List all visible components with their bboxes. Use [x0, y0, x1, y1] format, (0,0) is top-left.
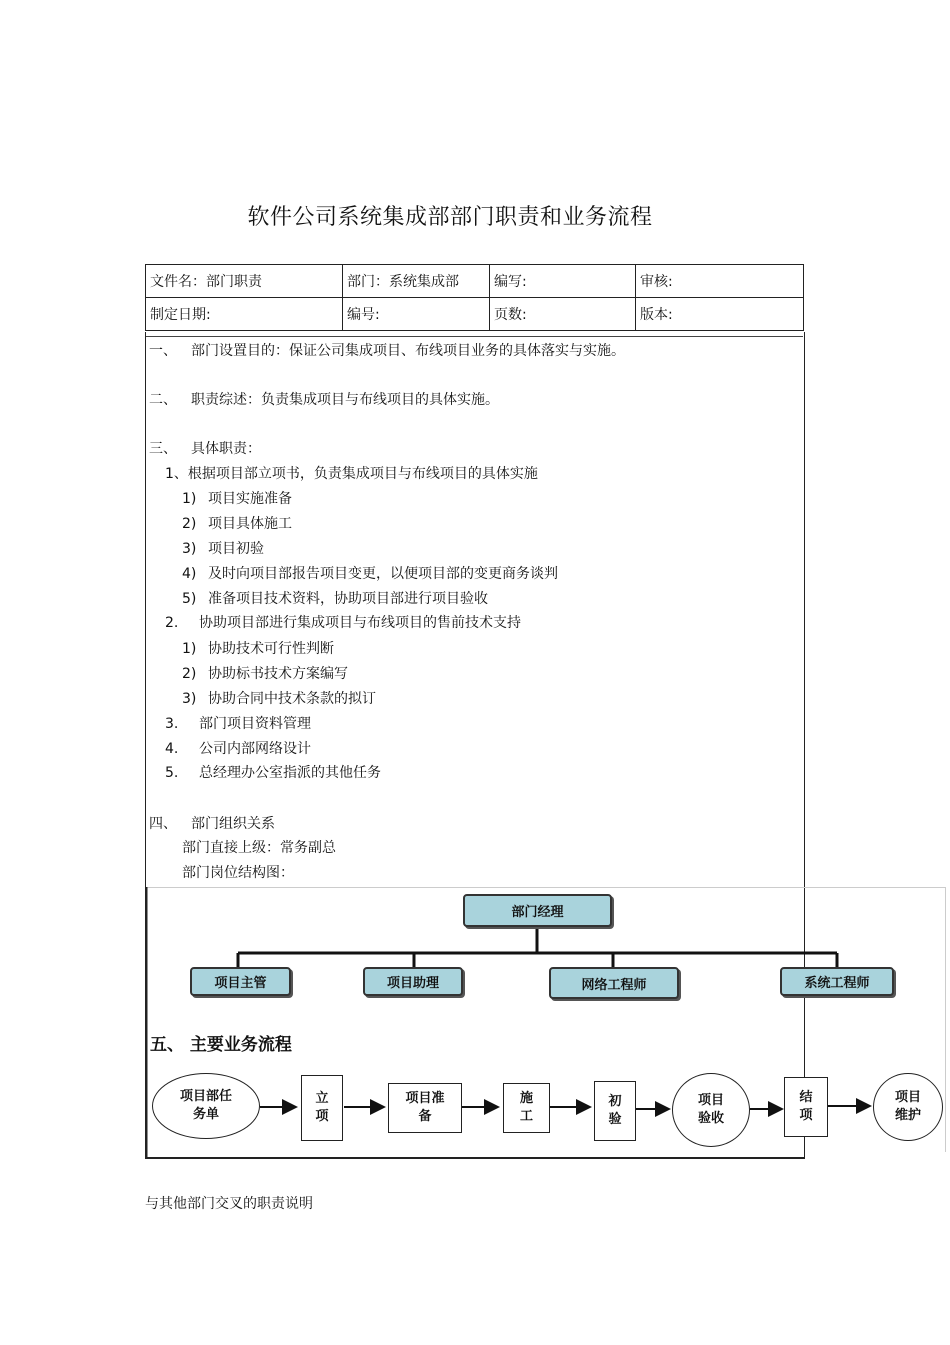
- duty-1-item: [182, 538, 264, 558]
- footer-text: 与其他部门交叉的职责说明: [145, 1196, 313, 1212]
- node-text: 项目: [697, 1093, 724, 1108]
- duty-1-item: [182, 513, 292, 533]
- item-number: 4): [182, 566, 197, 582]
- node-text: 工: [519, 1109, 533, 1124]
- section-number: 二、: [149, 392, 177, 408]
- duty-2-item: [182, 638, 334, 658]
- flow-node-task-order: [152, 1073, 260, 1139]
- node-text: 验收: [697, 1111, 724, 1126]
- reviewer-cell: 审核:: [636, 265, 804, 298]
- item-text: 准备项目技术资料，协助项目部进行项目验收: [208, 591, 488, 607]
- item-number: 4.: [165, 741, 179, 757]
- file-name-cell: 文件名：部门职责: [146, 265, 343, 298]
- flow-node-maintenance: [873, 1073, 943, 1141]
- item-number: 3): [182, 691, 197, 707]
- section-text: 具体职责：: [191, 441, 261, 457]
- org-and-flow-image: [146, 887, 946, 1157]
- duty-1-item: [182, 488, 292, 508]
- node-text: 务单: [192, 1107, 219, 1122]
- node-text: 项: [799, 1108, 813, 1123]
- node-text: 备: [418, 1109, 432, 1124]
- duty-4: [165, 738, 311, 758]
- org-box-manager: 部门经理: [463, 894, 612, 927]
- org-box-project-supervisor: 项目主管: [190, 967, 291, 996]
- duty-2-item: [182, 688, 376, 708]
- item-number: 1): [182, 491, 197, 507]
- node-text: 初: [608, 1094, 622, 1109]
- item-text: 项目具体施工: [208, 516, 292, 532]
- flow-node-preparation: [388, 1083, 462, 1133]
- org-box-project-assistant: 项目助理: [363, 967, 463, 996]
- flow-node-acceptance: [672, 1073, 750, 1147]
- duty-2: [165, 612, 521, 632]
- pages-cell: 页数:: [490, 298, 636, 331]
- duty-1-item: [182, 563, 558, 583]
- department-cell: 部门：系统集成部: [343, 265, 490, 298]
- section-5-heading: 五、 主要业务流程: [150, 1035, 292, 1055]
- node-text: 施: [519, 1091, 533, 1106]
- item-number: 2.: [165, 615, 179, 631]
- item-number: 3.: [165, 716, 179, 732]
- node-text: 项目: [894, 1090, 921, 1105]
- item-text: 协助项目部进行集成项目与布线项目的售前技术支持: [199, 615, 521, 631]
- header-row: [146, 265, 804, 298]
- frame-bottom-border: [145, 1157, 805, 1159]
- duty-1-item: [182, 588, 488, 608]
- duty-3: [165, 713, 311, 733]
- section-2: [149, 389, 499, 409]
- item-text: 协助合同中技术条款的拟订: [208, 691, 376, 707]
- section-number: 一、: [149, 343, 177, 359]
- item-number: 2): [182, 516, 197, 532]
- org-box-system-engineer: 系统工程师: [780, 967, 894, 996]
- node-text: 结: [799, 1090, 813, 1105]
- section-text: 部门组织关系: [191, 816, 275, 832]
- org-box-network-engineer: 网络工程师: [549, 967, 679, 999]
- node-text: 项目准: [405, 1091, 445, 1106]
- header-table: [145, 264, 804, 331]
- item-text: 及时向项目部报告项目变更，以便项目部的变更商务谈判: [208, 566, 558, 582]
- item-text: 协助标书技术方案编写: [208, 666, 348, 682]
- flow-node-closing: [784, 1077, 828, 1137]
- item-text: 总经理办公室指派的其他任务: [199, 765, 381, 781]
- item-text: 公司内部网络设计: [199, 741, 311, 757]
- structure-chart-label: 部门岗位结构图：: [182, 865, 294, 881]
- document-title: 软件公司系统集成部部门职责和业务流程: [247, 205, 653, 230]
- section-4: [149, 813, 275, 833]
- version-cell: 版本:: [636, 298, 804, 331]
- node-text: 项目部任: [179, 1089, 232, 1104]
- item-text: 协助技术可行性判断: [208, 641, 334, 657]
- section-1: [149, 340, 625, 360]
- date-cell: 制定日期:: [146, 298, 343, 331]
- node-text: 验: [608, 1112, 622, 1127]
- frame-divider: [146, 336, 803, 337]
- item-number: 5): [182, 591, 197, 607]
- flow-node-construction: [503, 1083, 550, 1133]
- item-number: 5.: [165, 765, 179, 781]
- section-number: 三、: [149, 441, 177, 457]
- flow-node-approval: [301, 1075, 343, 1141]
- node-text: 项: [315, 1109, 329, 1124]
- section-3: [149, 438, 261, 458]
- node-text: 立: [315, 1091, 329, 1106]
- item-number: 1): [182, 641, 197, 657]
- item-text: 项目初验: [208, 541, 264, 557]
- item-number: 2): [182, 666, 197, 682]
- flow-node-initial-check: [594, 1081, 636, 1141]
- duty-1: 1、根据项目部立项书，负责集成项目与布线项目的具体实施: [165, 466, 538, 482]
- header-row: [146, 298, 804, 331]
- item-text: 项目实施准备: [208, 491, 292, 507]
- direct-superior: 部门直接上级：常务副总: [182, 840, 336, 856]
- section-text: 职责综述：负责集成项目与布线项目的具体实施。: [191, 392, 499, 408]
- item-number: 3): [182, 541, 197, 557]
- duty-5: [165, 762, 381, 782]
- node-text: 维护: [894, 1108, 921, 1123]
- section-text: 部门设置目的：保证公司集成项目、布线项目业务的具体落实与实施。: [191, 343, 625, 359]
- number-cell: 编号:: [343, 298, 490, 331]
- item-text: 部门项目资料管理: [199, 716, 311, 732]
- duty-2-item: [182, 663, 348, 683]
- section-number: 四、: [149, 816, 177, 832]
- author-cell: 编写:: [490, 265, 636, 298]
